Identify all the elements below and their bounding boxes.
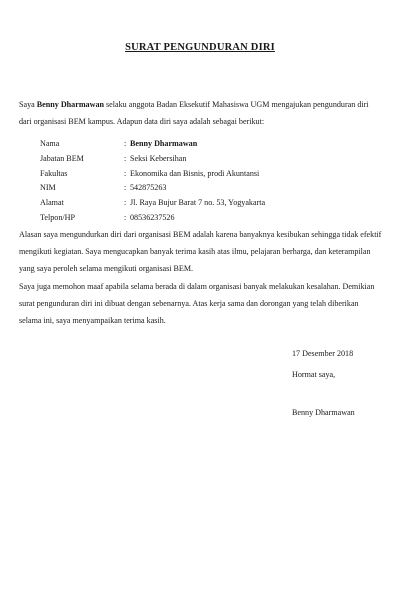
detail-value: Benny Dharmawan: [130, 139, 198, 148]
detail-value: Jl. Raya Bujur Barat 7 no. 53, Yogyakarta: [130, 198, 266, 208]
intro-rest: selaku anggota Badan Eksekutif Mahasiswa UGM mengajukan pengunduran diri dari organisasi BEM kampus. Adapun data diri saya adalah sebagai berikut:: [19, 100, 369, 126]
apology-paragraph: Saya juga memohon maaf apabila selama berada di dalam organisasi banyak melakukan kesalahan. Demikian surat pengunduran diri ini dibuat dengan sebenarnya. Atas kerja sama dan dorongan yang telah diberikan selama ini, saya menyampaikan terima kasih.: [19, 282, 375, 325]
detail-value: 08536237526: [130, 212, 175, 222]
detail-row-jabatan: [40, 152, 265, 167]
signatory-name: Benny Dharmawan: [292, 408, 355, 417]
detail-colon: :: [124, 212, 127, 222]
detail-label: NIM: [40, 183, 56, 193]
intro-name: Benny Dharmawan: [36, 100, 104, 109]
closing-regards: Hormat saya,: [292, 370, 336, 379]
detail-colon: :: [124, 168, 127, 178]
detail-colon: :: [124, 139, 127, 148]
detail-value: Seksi Kebersihan: [130, 153, 187, 163]
detail-colon: :: [124, 153, 127, 163]
reason-paragraph: Alasan saya mengundurkan diri dari organisasi BEM adalah karena banyaknya kesibukan sehingga tidak efektif mengikuti kegiatan. Saya mengucapkan banyak terima kasih atas ilmu, pelajaran berharga, dan keterampilan yang saya peroleh selama mengikuti organisasi BEM.: [19, 230, 382, 273]
detail-row-telpon: [40, 211, 265, 226]
detail-label: Fakultas: [40, 168, 68, 178]
personal-details: [40, 137, 265, 226]
intro-paragraph: [19, 96, 383, 130]
intro-prefix: Saya: [19, 100, 37, 109]
letter-title: SURAT PENGUNDURAN DIRI: [125, 42, 275, 53]
detail-row-fakultas: [40, 167, 265, 182]
detail-value: 542875263: [130, 183, 167, 193]
letter-date: 17 Desember 2018: [292, 349, 354, 358]
detail-label: Telpon/HP: [40, 212, 75, 222]
detail-colon: :: [124, 183, 127, 193]
detail-colon: :: [124, 198, 127, 208]
detail-label: Alamat: [40, 198, 64, 208]
detail-value: Ekonomika dan Bisnis, prodi Akuntansi: [130, 168, 260, 178]
detail-row-nama: [40, 137, 265, 152]
detail-row-nim: [40, 181, 265, 196]
detail-row-alamat: [40, 196, 265, 211]
detail-label: Jabatan BEM: [40, 153, 84, 163]
detail-label: Nama: [40, 139, 60, 148]
